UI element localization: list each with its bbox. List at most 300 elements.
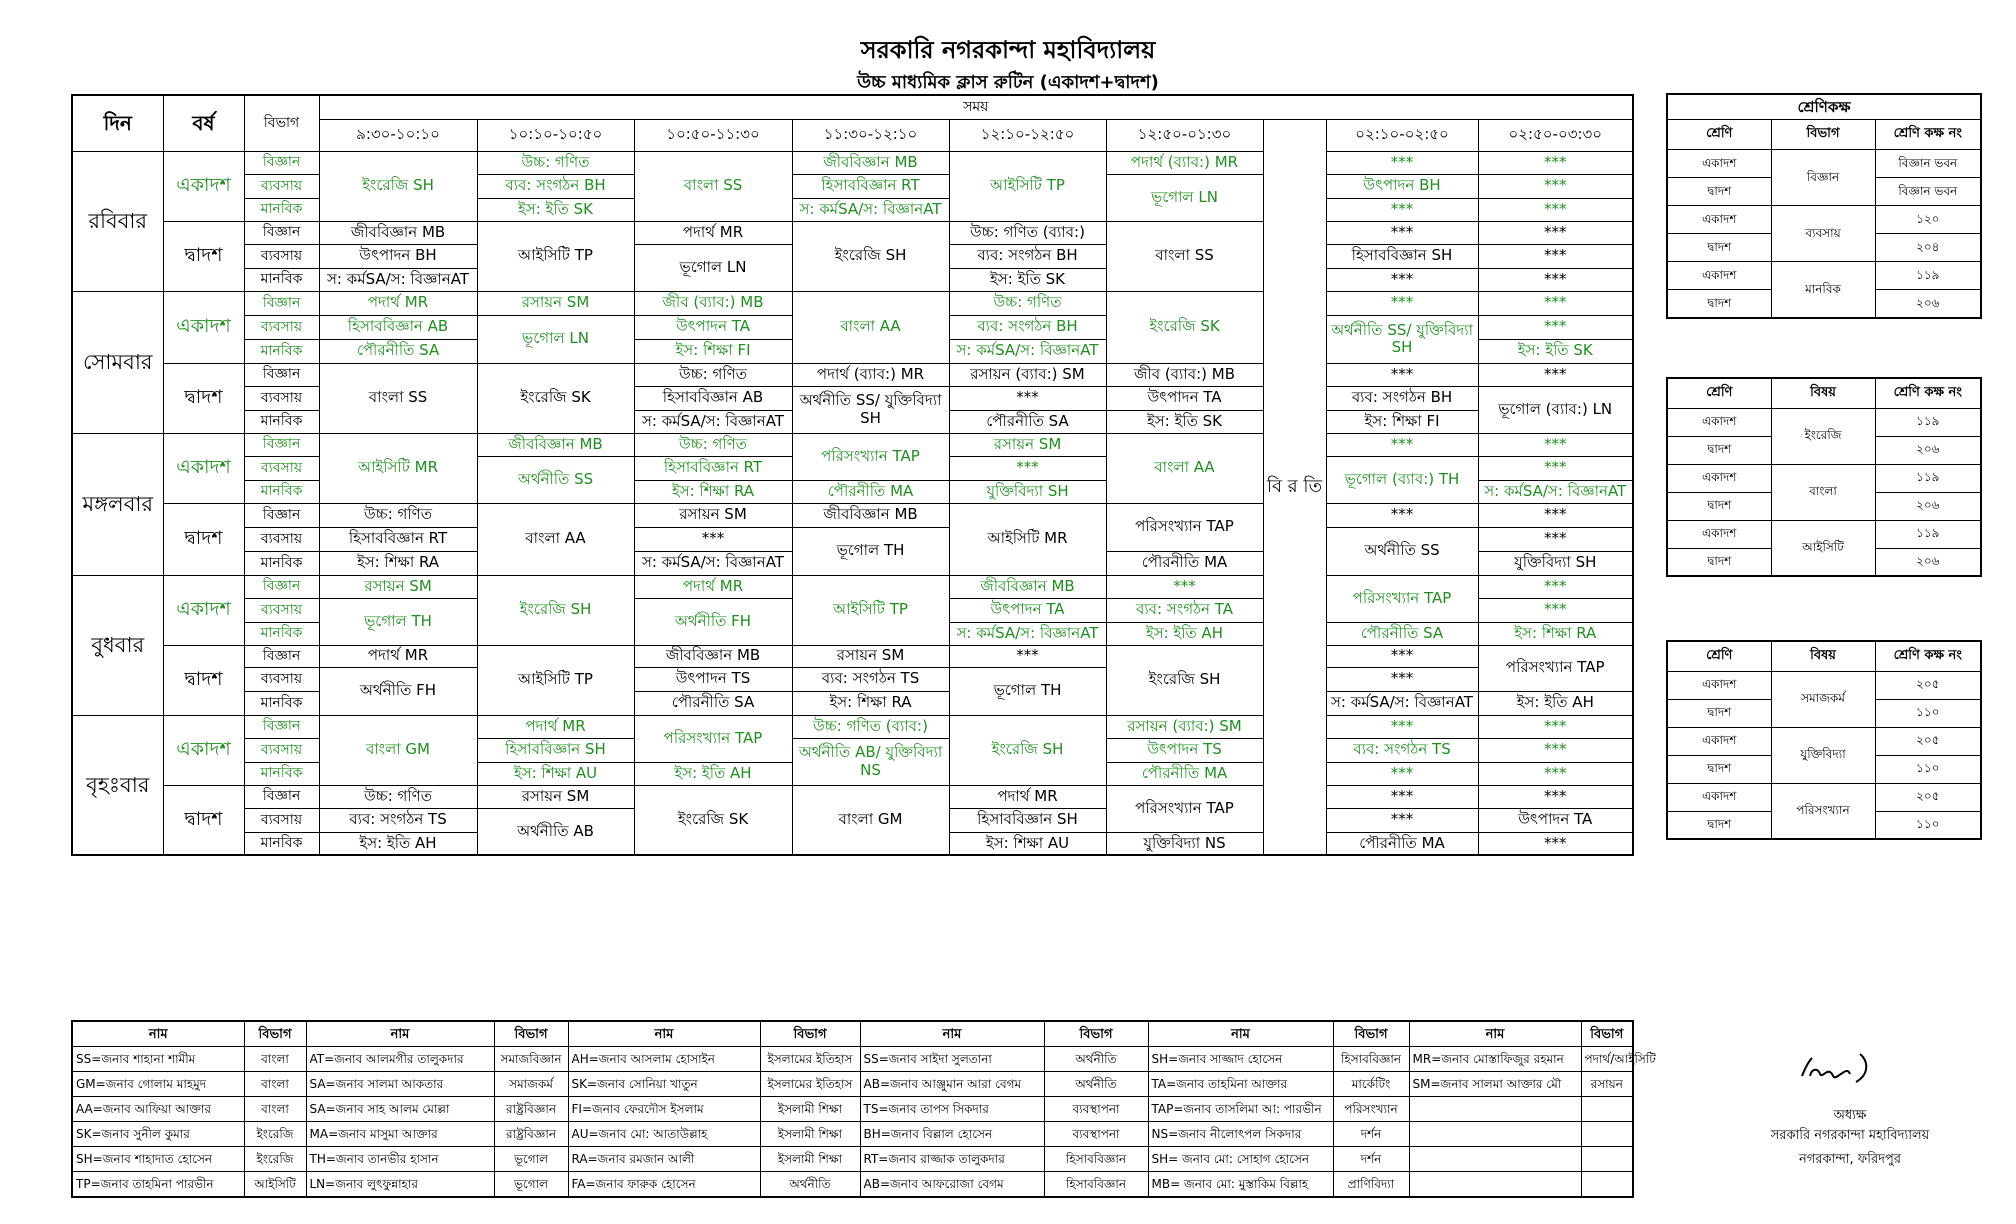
class-cell: পদার্থ MR <box>319 645 477 667</box>
class-cell: *** <box>1478 503 1633 527</box>
class-cell: রসায়ন SM <box>792 645 949 667</box>
teacher-row <box>72 1122 1633 1147</box>
dept-label: মানবিক <box>244 480 319 503</box>
teacher-dept: বাংলা <box>244 1072 306 1097</box>
teacher-dept: ব্যবস্থাপনা <box>1044 1122 1148 1147</box>
class-cell: *** <box>1478 598 1633 622</box>
routine-row <box>72 715 1633 738</box>
room-class: দ্বাদশ <box>1667 811 1771 839</box>
teacher-dept: ইসলামী শিক্ষা <box>760 1122 860 1147</box>
day-label: বৃহঃবার <box>72 715 163 855</box>
routine-row <box>72 527 1633 551</box>
teacher-dept: পরিসংখ্যান <box>1333 1097 1409 1122</box>
class-cell: *** <box>1478 151 1633 174</box>
routine-row <box>72 785 1633 808</box>
class-cell: পৌরনীতি MA <box>1326 832 1478 855</box>
routine-row <box>72 738 1633 762</box>
class-cell: স: কর্মSA/স: বিজ্ঞানAT <box>792 198 949 221</box>
teacher-dept: ইসলামী শিক্ষা <box>760 1097 860 1122</box>
class-cell: *** <box>1326 503 1478 527</box>
year-label: একাদশ <box>163 433 244 503</box>
class-cell: উচ্চ: গণিত <box>634 363 792 386</box>
dept-label: ব্যবসায় <box>244 598 319 622</box>
class-cell: হিসাববিজ্ঞান SH <box>949 808 1106 832</box>
class-cell: *** <box>1478 527 1633 551</box>
teacher-name: TAP=জনাব তাসলিমা আ: পারভীন <box>1148 1097 1333 1122</box>
teacher-name: AB=জনাব আঞ্জুমান আরা বেগম <box>860 1072 1044 1097</box>
header-dept: বিভাগ <box>244 95 319 151</box>
class-cell: বাংলা SS <box>319 363 477 433</box>
class-cell: ইস: শিক্ষা RA <box>1478 622 1633 645</box>
class-cell: ইংরেজি SH <box>477 575 634 645</box>
class-cell: *** <box>1478 456 1633 480</box>
teacher-name-header: নাম <box>1148 1021 1333 1047</box>
class-cell: ভূগোল TH <box>792 527 949 575</box>
class-cell: *** <box>1326 198 1478 221</box>
teacher-name <box>1409 1172 1581 1198</box>
class-cell: আইসিটি TP <box>949 151 1106 221</box>
class-cell: *** <box>1326 268 1478 291</box>
class-cell: *** <box>1478 221 1633 244</box>
class-cell: পৌরনীতি MA <box>1106 762 1263 785</box>
teacher-dept-header: বিভাগ <box>1581 1021 1633 1047</box>
dept-label: বিজ্ঞান <box>244 151 319 174</box>
class-cell: *** <box>1478 291 1633 315</box>
class-cell: স: কর্মSA/স: বিজ্ঞানAT <box>319 268 477 291</box>
room-number: ১২০ <box>1875 206 1981 234</box>
class-cell: ভূগোল (ব্যাব:) LN <box>1478 386 1633 433</box>
routine-row <box>72 433 1633 456</box>
class-cell: *** <box>1326 785 1478 808</box>
room-number: ১১৯ <box>1875 408 1981 436</box>
room-class: একাদশ <box>1667 150 1771 178</box>
teacher-row <box>72 1072 1633 1097</box>
room-class: একাদশ <box>1667 727 1771 755</box>
class-cell: রসায়ন SM <box>477 291 634 315</box>
teacher-dept: ইংরেজি <box>244 1147 306 1172</box>
dept-label: বিজ্ঞান <box>244 221 319 244</box>
class-cell: পৌরনীতি MA <box>792 480 949 503</box>
class-cell: ভূগোল LN <box>477 315 634 363</box>
class-cell: উচ্চ: গণিত <box>634 433 792 456</box>
room-class: একাদশ <box>1667 262 1771 290</box>
room-header: শ্রেণি <box>1667 378 1771 408</box>
room-number: ২০৫ <box>1875 671 1981 699</box>
day-label: মঙ্গলবার <box>72 433 163 575</box>
teacher-dept: ইসলামের ইতিহাস <box>760 1047 860 1072</box>
day-label: বুধবার <box>72 575 163 715</box>
teacher-name: SK=জনাব সুনীল কুমার <box>72 1122 244 1147</box>
class-cell: *** <box>1326 363 1478 386</box>
class-cell: ব্যব: সংগঠন TS <box>319 808 477 832</box>
principal-address: নগরকান্দা, ফরিদপুর <box>1799 1152 1901 1167</box>
class-cell: বাংলা SS <box>1106 221 1263 291</box>
room-header-row <box>1667 120 1981 150</box>
class-cell: ইস: শিক্ষা RA <box>634 480 792 503</box>
room-row <box>1667 206 1981 234</box>
room-caption: শ্রেণিকক্ষ <box>1667 94 1981 120</box>
class-cell: উৎপাদন TS <box>1106 738 1263 762</box>
teacher-dept: বাংলা <box>244 1047 306 1072</box>
teacher-name: FI=জনাব ফেরদৌস ইসলাম <box>568 1097 760 1122</box>
class-cell: রসায়ন SM <box>949 433 1106 456</box>
class-cell: ইংরেজি SH <box>319 151 477 221</box>
class-cell: জীববিজ্ঞান MB <box>792 503 949 527</box>
class-cell: *** <box>1326 808 1478 832</box>
day-label: রবিবার <box>72 151 163 291</box>
header-day: দিন <box>72 95 163 151</box>
class-cell: বাংলা GM <box>319 715 477 785</box>
room-table-departments <box>1666 93 1982 319</box>
class-cell: *** <box>949 386 1106 410</box>
class-cell: *** <box>1478 715 1633 738</box>
routine-row <box>72 221 1633 244</box>
teacher-name <box>1409 1147 1581 1172</box>
teacher-name: MA=জনাব মাসুমা আক্তার <box>306 1122 494 1147</box>
dept-label: মানবিক <box>244 410 319 433</box>
dept-label: মানবিক <box>244 832 319 855</box>
teacher-dept-header: বিভাগ <box>760 1021 860 1047</box>
teacher-name-header: নাম <box>306 1021 494 1047</box>
year-label: দ্বাদশ <box>163 503 244 575</box>
class-cell: *** <box>1326 667 1478 691</box>
teacher-name: TS=জনাব তাপস সিকদার <box>860 1097 1044 1122</box>
class-cell: জীববিজ্ঞান MB <box>634 645 792 667</box>
page-subtitle: উচ্চ মাধ্যমিক ক্লাস রুটিন (একাদশ+দ্বাদশ) <box>857 72 1159 93</box>
class-cell: রসায়ন SM <box>634 503 792 527</box>
class-cell: রসায়ন (ব্যাব:) SM <box>1106 715 1263 738</box>
class-cell: *** <box>1478 738 1633 762</box>
teacher-dept-header: বিভাগ <box>1333 1021 1409 1047</box>
teacher-dept: মার্কেটিং <box>1333 1072 1409 1097</box>
dept-label: মানবিক <box>244 339 319 363</box>
teacher-row <box>72 1097 1633 1122</box>
teacher-name: AT=জনাব আলমগীর তালুকদার <box>306 1047 494 1072</box>
class-cell: উৎপাদন BH <box>1326 174 1478 198</box>
year-label: একাদশ <box>163 575 244 645</box>
room-table-subjects-2 <box>1666 640 1982 840</box>
room-number: ১১৯ <box>1875 520 1981 548</box>
dept-label: মানবিক <box>244 551 319 575</box>
class-cell: হিসাববিজ্ঞান AB <box>634 386 792 410</box>
teacher-dept: ভূগোল <box>494 1147 568 1172</box>
year-label: একাদশ <box>163 291 244 363</box>
teacher-dept: রাষ্ট্রবিজ্ঞান <box>494 1122 568 1147</box>
teacher-name-header: নাম <box>568 1021 760 1047</box>
routine-body <box>72 95 1633 855</box>
teacher-name: SH=জনাব শাহাদাত হোসেন <box>72 1147 244 1172</box>
class-cell: ইস: ইতি AH <box>1478 691 1633 715</box>
room-row <box>1667 671 1981 699</box>
class-cell: পদার্থ (ব্যাব:) MR <box>1106 151 1263 174</box>
class-cell: *** <box>1326 715 1478 738</box>
teacher-dept: রসায়ন <box>1581 1072 1633 1097</box>
routine-row <box>72 174 1633 198</box>
class-cell: রসায়ন SM <box>319 575 477 598</box>
teacher-dept-header: বিভাগ <box>244 1021 306 1047</box>
class-cell: উৎপাদন BH <box>319 244 477 268</box>
room-class: দ্বাদশ <box>1667 290 1771 318</box>
room-caption-row <box>1667 94 1981 120</box>
class-cell: পরিসংখ্যান TAP <box>1326 575 1478 622</box>
header-year: বর্ষ <box>163 95 244 151</box>
class-cell: ইস: শিক্ষা AU <box>949 832 1106 855</box>
class-cell: উৎপাদন TA <box>949 598 1106 622</box>
room-class: দ্বাদশ <box>1667 178 1771 206</box>
room-header-row <box>1667 641 1981 671</box>
class-cell: ভূগোল LN <box>634 244 792 291</box>
class-cell: ভূগোল (ব্যাব:) TH <box>1326 456 1478 503</box>
teacher-legend-table <box>71 1020 1656 1198</box>
room-class: দ্বাদশ <box>1667 548 1771 576</box>
dept-label: বিজ্ঞান <box>244 785 319 808</box>
year-label: দ্বাদশ <box>163 645 244 715</box>
teacher-row <box>72 1172 1633 1198</box>
class-cell: ইস: ইতি SK <box>1478 339 1633 363</box>
principal-signature <box>1740 1046 1960 1096</box>
class-cell: ইস: ইতি AH <box>634 762 792 785</box>
time-slot: ০২:১০-০২:৫০ <box>1326 119 1478 151</box>
teacher-dept: ভূগোল <box>494 1172 568 1198</box>
year-label: একাদশ <box>163 715 244 785</box>
room-number: ১১০ <box>1875 699 1981 727</box>
teacher-name: BH=জনাব বিল্লাল হোসেন <box>860 1122 1044 1147</box>
class-cell: উচ্চ: গণিত <box>949 291 1106 315</box>
class-cell: অর্থনীতি SS <box>477 456 634 503</box>
teacher-name: RT=জনাব রাজ্জাক তালুকদার <box>860 1147 1044 1172</box>
teacher-header-row <box>72 1021 1633 1047</box>
class-cell: পদার্থ MR <box>634 575 792 598</box>
room-header: বিষয় <box>1771 378 1875 408</box>
class-cell: *** <box>1326 762 1478 785</box>
teacher-dept: ইসলামী শিক্ষা <box>760 1147 860 1172</box>
room-number: ২০৫ <box>1875 783 1981 811</box>
class-cell: ইংরেজি SH <box>792 221 949 291</box>
routine-row <box>72 363 1633 386</box>
room-class: একাদশ <box>1667 206 1771 234</box>
teacher-name: TH=জনাব তানভীর হাসান <box>306 1147 494 1172</box>
class-cell: যুক্তিবিদ্যা SH <box>949 480 1106 503</box>
dept-label: বিজ্ঞান <box>244 645 319 667</box>
class-cell: ব্যব: সংগঠন TA <box>1106 598 1263 622</box>
time-slot: ১০:১০-১০:৫০ <box>477 119 634 151</box>
dept-label: বিজ্ঞান <box>244 433 319 456</box>
teacher-name-header: নাম <box>72 1021 244 1047</box>
header-time: সময় <box>319 95 1633 119</box>
class-cell: ইংরেজি SK <box>1106 291 1263 363</box>
room-number: ২০৪ <box>1875 234 1981 262</box>
dept-label: মানবিক <box>244 268 319 291</box>
room-number: ১১৯ <box>1875 464 1981 492</box>
class-cell: পৌরনীতি SA <box>319 339 477 363</box>
class-cell: জীব (ব্যাব:) MB <box>1106 363 1263 386</box>
teacher-dept-header: বিভাগ <box>494 1021 568 1047</box>
class-cell: আইসিটি TP <box>477 645 634 715</box>
room-header: শ্রেণি কক্ষ নং <box>1875 641 1981 671</box>
dept-label: ব্যবসায় <box>244 244 319 268</box>
teacher-name: SH= জনাব মো: সোহাগ হোসেন <box>1148 1147 1333 1172</box>
class-cell: উৎপাদন TA <box>1106 386 1263 410</box>
room-number: ১১৯ <box>1875 262 1981 290</box>
room-class: দ্বাদশ <box>1667 234 1771 262</box>
routine-row <box>72 667 1633 691</box>
routine-header-row <box>72 95 1633 119</box>
teacher-name: GM=জনাব গোলাম মাহমুদ <box>72 1072 244 1097</box>
class-cell: উচ্চ: গণিত <box>319 785 477 808</box>
teacher-name: NS=জনাব নীলোৎপল সিকদার <box>1148 1122 1333 1147</box>
class-cell: ইস: ইতি SK <box>477 198 634 221</box>
teacher-dept: রাষ্ট্রবিজ্ঞান <box>494 1097 568 1122</box>
class-cell: স: কর্মSA/স: বিজ্ঞানAT <box>949 339 1106 363</box>
class-cell: পদার্থ MR <box>949 785 1106 808</box>
class-cell: *** <box>1326 151 1478 174</box>
room-row <box>1667 783 1981 811</box>
class-cell: *** <box>1478 762 1633 785</box>
teacher-dept: প্রাণিবিদ্যা <box>1333 1172 1409 1198</box>
routine-row <box>72 151 1633 174</box>
room-row <box>1667 520 1981 548</box>
class-cell: পৌরনীতি MA <box>1106 551 1263 575</box>
dept-label: ব্যবসায় <box>244 738 319 762</box>
class-cell: পৌরনীতি SA <box>634 691 792 715</box>
class-cell: পদার্থ (ব্যাব:) MR <box>792 363 949 386</box>
class-cell: রসায়ন (ব্যাব:) SM <box>949 363 1106 386</box>
room-class: দ্বাদশ <box>1667 492 1771 520</box>
routine-row <box>72 575 1633 598</box>
class-cell: অর্থনীতি FH <box>634 598 792 645</box>
teacher-name: TP=জনাব তাহমিনা পারভীন <box>72 1172 244 1198</box>
class-cell: হিসাববিজ্ঞান AB <box>319 315 477 339</box>
principal-title: অধ্যক্ষ <box>1833 1108 1867 1123</box>
class-cell: ব্যব: সংগঠন BH <box>949 244 1106 268</box>
class-cell: হিসাববিজ্ঞান SH <box>1326 244 1478 268</box>
teacher-dept: অর্থনীতি <box>1044 1047 1148 1072</box>
teacher-name: FA=জনাব ফারুক হোসেন <box>568 1172 760 1198</box>
class-cell: বাংলা SS <box>634 151 792 221</box>
class-cell: জীব (ব্যাব:) MB <box>634 291 792 315</box>
break-label: বি র তি <box>1263 119 1326 855</box>
room-subject: বাংলা <box>1771 464 1875 520</box>
class-cell: ইংরেজি SH <box>1106 645 1263 715</box>
class-cell: *** <box>1478 198 1633 221</box>
teacher-dept-header: বিভাগ <box>1044 1021 1148 1047</box>
room-header: বিভাগ <box>1771 120 1875 150</box>
time-slot: ১২:১০-১২:৫০ <box>949 119 1106 151</box>
teacher-dept <box>1581 1122 1633 1147</box>
room-class: একাদশ <box>1667 671 1771 699</box>
class-cell: উচ্চ: গণিত (ব্যাব:) <box>792 715 949 738</box>
room-header: বিষয় <box>1771 641 1875 671</box>
room-class: একাদশ <box>1667 520 1771 548</box>
teacher-name <box>1409 1097 1581 1122</box>
teacher-name: AH=জনাব আসলাম হোসাইন <box>568 1047 760 1072</box>
teacher-dept: বাংলা <box>244 1097 306 1122</box>
teacher-name: SK=জনাব সোনিয়া খাতুন <box>568 1072 760 1097</box>
class-cell: ব্যব: সংগঠন BH <box>949 315 1106 339</box>
teacher-name: SS=জনাব শাহানা শামীম <box>72 1047 244 1072</box>
class-cell: পরিসংখ্যান TAP <box>1106 503 1263 551</box>
time-slot: ১০:৫০-১১:৩০ <box>634 119 792 151</box>
room-class: দ্বাদশ <box>1667 699 1771 727</box>
teacher-dept: অর্থনীতি <box>760 1172 860 1198</box>
dept-label: বিজ্ঞান <box>244 363 319 386</box>
teacher-name <box>1409 1122 1581 1147</box>
class-cell: *** <box>1326 645 1478 667</box>
class-cell: *** <box>1478 785 1633 808</box>
room-subject: মানবিক <box>1771 262 1875 318</box>
routine-row <box>72 503 1633 527</box>
teacher-name: AB=জনাব আফরোজা বেগম <box>860 1172 1044 1198</box>
teacher-name: AA=জনাব আফিয়া আক্তার <box>72 1097 244 1122</box>
class-cell: ইস: ইতি AH <box>1106 622 1263 645</box>
teacher-name: LN=জনাব লুৎফুন্নাহার <box>306 1172 494 1198</box>
teacher-dept: আইসিটি <box>244 1172 306 1198</box>
teacher-dept: হিসাববিজ্ঞান <box>1044 1172 1148 1198</box>
class-cell: স: কর্মSA/স: বিজ্ঞানAT <box>634 410 792 433</box>
class-cell: পরিসংখ্যান TAP <box>792 433 949 480</box>
class-cell: আইসিটি MR <box>949 503 1106 575</box>
routine-row <box>72 198 1633 221</box>
class-cell: জীববিজ্ঞান MB <box>319 221 477 244</box>
time-slot: ০২:৫০-০৩:৩০ <box>1478 119 1633 151</box>
class-cell: বাংলা AA <box>477 503 634 575</box>
class-cell: পদার্থ MR <box>634 221 792 244</box>
class-cell: ইস: শিক্ষা FI <box>1326 410 1478 433</box>
teacher-name: SA=জনাব সালমা আকতার <box>306 1072 494 1097</box>
class-cell: জীববিজ্ঞান MB <box>477 433 634 456</box>
room-number: ২০৬ <box>1875 290 1981 318</box>
room-subject: ইংরেজি <box>1771 408 1875 464</box>
class-cell: অর্থনীতি FH <box>319 667 477 715</box>
class-cell: *** <box>1478 433 1633 456</box>
room-row <box>1667 262 1981 290</box>
class-cell: *** <box>1478 315 1633 339</box>
class-cell: পদার্থ MR <box>319 291 477 315</box>
dept-label: ব্যবসায় <box>244 174 319 198</box>
class-cell: হিসাববিজ্ঞান RT <box>319 527 477 551</box>
year-label: দ্বাদশ <box>163 221 244 291</box>
teacher-name: MR=জনাব মোস্তাফিজুর রহমান <box>1409 1047 1581 1072</box>
teacher-name: SS=জনাব সাইদা সুলতানা <box>860 1047 1044 1072</box>
room-number: ২০৬ <box>1875 436 1981 464</box>
dept-label: ব্যবসায় <box>244 667 319 691</box>
room-subject: যুক্তিবিদ্যা <box>1771 727 1875 783</box>
class-cell: স: কর্মSA/স: বিজ্ঞানAT <box>949 622 1106 645</box>
class-cell: ইংরেজি SK <box>634 785 792 855</box>
class-cell: ইস: শিক্ষা AU <box>477 762 634 785</box>
class-cell: *** <box>1478 363 1633 386</box>
room-row <box>1667 408 1981 436</box>
class-cell: ইস: ইতি SK <box>1106 410 1263 433</box>
class-cell: আইসিটি MR <box>319 433 477 503</box>
teacher-dept: ব্যবস্থাপনা <box>1044 1097 1148 1122</box>
class-cell: ইংরেজি SH <box>949 715 1106 785</box>
room-row <box>1667 150 1981 178</box>
class-cell: উৎপাদন TA <box>1478 808 1633 832</box>
room-number: বিজ্ঞান ভবন <box>1875 178 1981 206</box>
class-cell: রসায়ন SM <box>477 785 634 808</box>
room-class: একাদশ <box>1667 408 1771 436</box>
room-subject: আইসিটি <box>1771 520 1875 576</box>
routine-row <box>72 691 1633 715</box>
teacher-dept: সমাজবিজ্ঞান <box>494 1047 568 1072</box>
class-cell: ইস: ইতি SK <box>949 268 1106 291</box>
class-cell: পৌরনীতি SA <box>1326 622 1478 645</box>
class-cell: পৌরনীতি SA <box>949 410 1106 433</box>
room-number: ২০৬ <box>1875 492 1981 520</box>
teacher-row <box>72 1147 1633 1172</box>
class-cell: হিসাববিজ্ঞান RT <box>792 174 949 198</box>
